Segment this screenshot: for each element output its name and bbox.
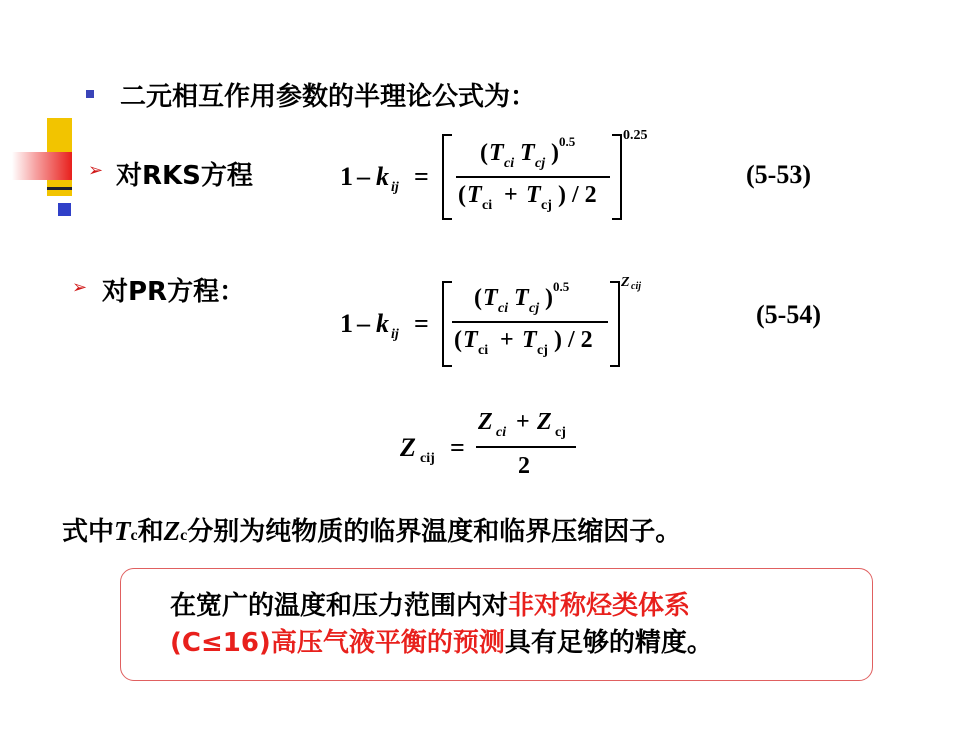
explain-z-sub: c (180, 527, 188, 544)
rks-den-plus: + (504, 182, 518, 208)
pr-num-t1: T (483, 285, 498, 311)
pr-k-sub: ij (391, 327, 399, 342)
rks-fraction-line (456, 176, 610, 178)
zcij-num-sub2: cj (555, 425, 566, 440)
rks-k-sub: ij (391, 180, 399, 195)
rks-num-open: ( (480, 140, 488, 166)
zcij-equals: = (450, 433, 465, 462)
pr-equation (340, 275, 670, 375)
pr-num-exp: 0.5 (553, 279, 570, 294)
pr-den-tail: ) / 2 (554, 327, 593, 353)
callout-line2-red: (C≤16)高压气液平衡的预测 (170, 628, 505, 658)
rks-den-t1: T (467, 182, 482, 208)
arrow-bullet-icon: ➢ (72, 277, 88, 298)
pr-outer-exp-sub: cij (631, 281, 641, 292)
explain-t: T (114, 516, 131, 546)
rks-equals: = (414, 162, 429, 191)
callout-line2-black: 具有足够的精度。 (504, 628, 713, 658)
explain-line (62, 511, 681, 548)
square-bullet-icon (86, 90, 94, 98)
zcij-lhs-sub: cij (420, 451, 435, 466)
pr-lhs-minus: – (357, 309, 370, 338)
pr-den-sub1: ci (478, 343, 489, 358)
rks-label: 对RKS方程 (116, 161, 253, 191)
rks-num-close: ) (551, 140, 559, 166)
callout-line-2 (170, 622, 713, 659)
rks-num-t2: T (520, 140, 535, 166)
zcij-fraction-line (476, 446, 576, 448)
pr-num-sub1: ci (498, 301, 509, 316)
pr-lhs-one: 1 (340, 309, 353, 338)
left-bracket (442, 281, 452, 367)
rks-lhs-one: 1 (340, 162, 353, 191)
decor-red-bar (12, 152, 72, 180)
pr-equals: = (414, 309, 429, 338)
zcij-den: 2 (518, 453, 530, 479)
zcij-num-plus: + (516, 409, 530, 435)
pr-den-t1: T (463, 327, 478, 353)
explain-p3: 分别为纯物质的临界温度和临界压缩因子。 (187, 517, 682, 547)
right-bracket (612, 134, 622, 220)
heading-text: 二元相互作用参数的半理论公式为： (120, 82, 537, 112)
pr-num-close: ) (545, 285, 553, 311)
explain-p2: 和 (137, 517, 164, 547)
rks-den-sub2: cj (541, 198, 552, 213)
rks-equation (340, 128, 670, 228)
zcij-equation (400, 405, 590, 490)
pr-label: 对PR方程： (102, 277, 246, 307)
explain-z: Z (163, 516, 181, 546)
pr-k: k (376, 309, 389, 338)
rks-den-sub1: ci (482, 198, 493, 213)
zcij-num-sub1: ci (496, 425, 507, 440)
decor-dark-line (47, 187, 72, 190)
rks-den-t2: T (526, 182, 541, 208)
rks-den-tail: ) / 2 (558, 182, 597, 208)
rks-den-open: ( (458, 182, 466, 208)
pr-den-open: ( (454, 327, 462, 353)
rks-num-sub1: ci (504, 156, 515, 171)
callout-line-1 (170, 585, 690, 622)
rks-num-t1: T (489, 140, 504, 166)
eq-number-5-53: (5-53) (746, 160, 811, 189)
pr-num-t2: T (514, 285, 529, 311)
arrow-bullet-icon: ➢ (88, 160, 104, 181)
pr-den-plus: + (500, 327, 514, 353)
callout-line1-red: 非对称烃类体系 (508, 591, 691, 621)
pr-den-t2: T (522, 327, 537, 353)
rks-lhs-minus: – (357, 162, 370, 191)
pr-num-open: ( (474, 285, 482, 311)
zcij-lhs-z: Z (400, 433, 416, 462)
pr-num-sub2: cj (529, 301, 540, 316)
explain-t-sub: c (130, 527, 138, 544)
eq-number-5-54: (5-54) (756, 300, 821, 329)
callout-line1-black: 在宽广的温度和压力范围内对 (170, 591, 509, 621)
zcij-num-z1: Z (478, 409, 493, 435)
pr-fraction-line (452, 321, 608, 323)
explain-p1: 式中 (62, 517, 115, 547)
left-bracket (442, 134, 452, 220)
right-bracket (610, 281, 620, 367)
pr-den-sub2: cj (537, 343, 548, 358)
rks-num-exp: 0.5 (559, 134, 576, 149)
zcij-num-z2: Z (537, 409, 552, 435)
rks-outer-exp: 0.25 (623, 128, 648, 143)
pr-outer-exp: Z (621, 275, 630, 290)
rks-k: k (376, 162, 389, 191)
rks-num-sub2: cj (535, 156, 546, 171)
decor-blue-square (58, 203, 71, 216)
